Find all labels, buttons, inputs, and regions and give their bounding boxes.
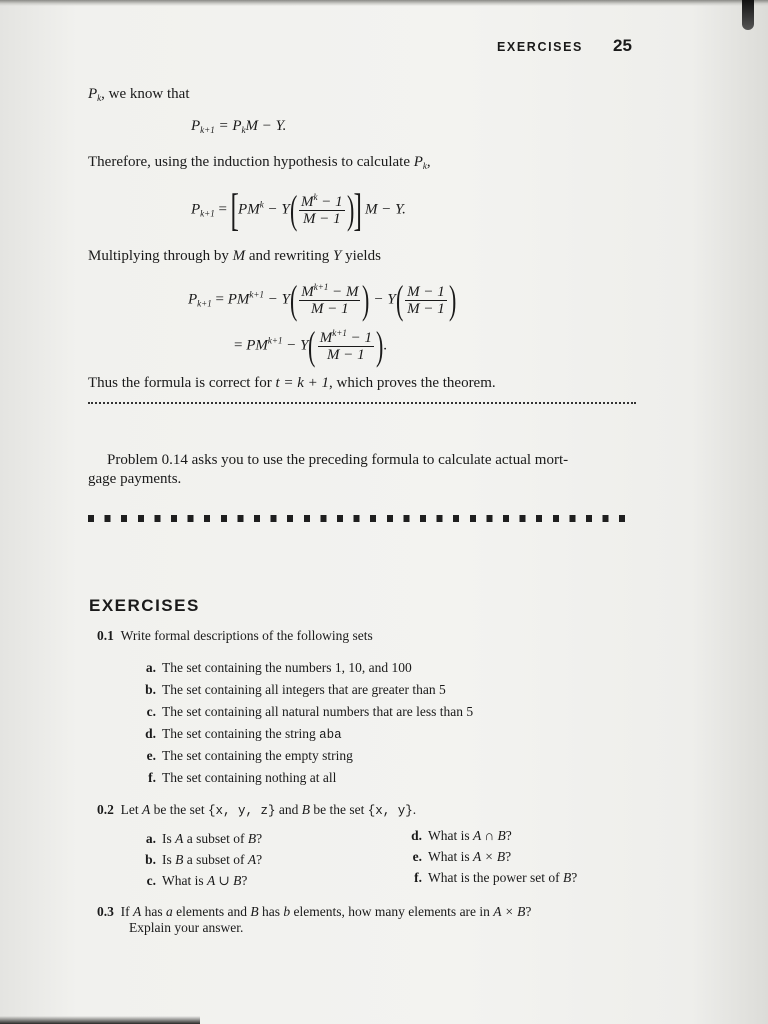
exercise-0-1-item: d. The set containing the string aba [145, 726, 342, 742]
equation-3: $P_{k+1} = PM^{k+1} - Y$( $\frac{M^{k+1} - M}{M - 1}$ ) − Y( $\frac{M - 1}{M - 1}$ ) [188, 277, 457, 322]
exercise-0-2-item: f. What is the power set of B? [414, 870, 578, 885]
equation-1: $P_{k+1} = P_kM - Y$. [191, 118, 287, 135]
proof-end-rule [88, 402, 636, 404]
note-line-2: gage payments. [88, 471, 182, 487]
page-bottom-shadow [0, 1016, 200, 1024]
exercise-0-1-item: e. The set containing the empty string [146, 748, 353, 763]
exercise-0-2-item: b. Is B a subset of A? [145, 852, 263, 867]
exercise-0-1-item: c. The set containing all natural numbers that are less than 5 [146, 704, 474, 719]
page-number: 25 [613, 36, 632, 55]
note-line-1: Problem 0.14 asks you to use the preceding formula to calculate actual mort- [107, 452, 569, 468]
note-end-rule [88, 515, 636, 522]
exercise-0-1-item: a. The set containing the numbers 1, 10, and 100 [145, 660, 412, 675]
proof-intro: $P_k$, we know that [88, 86, 190, 103]
exercise-0-3: 0.3 If A has a elements and B has b elements, how many elements are in A × B? [97, 904, 532, 919]
exercise-0-2-item: e. What is A × B? [412, 849, 512, 864]
page-top-edge [0, 0, 768, 6]
exercise-0-2: 0.2 Let A be the set {x, y, z} and B be the set {x, y}. [97, 802, 417, 818]
proof-paragraph-3: Multiplying through by M and rewriting Y yields [88, 248, 381, 264]
exercises-heading: EXERCISES [89, 596, 200, 615]
exercise-0-1-item: b. The set containing all integers that are greater than 5 [145, 682, 446, 697]
running-title: EXERCISES [497, 40, 583, 54]
equation-4: = $PM^{k+1} - Y$( $\frac{M^{k+1} - 1}{M - 1}$ ). [234, 323, 388, 368]
page-corner-shadow [742, 0, 754, 30]
proof-conclusion: Thus the formula is correct for t = k + 1, which proves the theorem. [88, 375, 496, 391]
equation-2: $P_{k+1} = [PM^k - Y$( $\frac{M^k - 1}{M - 1}$ )] M − Y. [191, 184, 406, 235]
exercise-0-3-line-2: Explain your answer. [129, 920, 244, 935]
exercise-0-2-item: a. Is A a subset of B? [145, 831, 263, 846]
proof-paragraph-2: Therefore, using the induction hypothesis to calculate $P_k$, [88, 154, 431, 171]
exercise-0-2-item: d. What is A ∩ B? [411, 828, 512, 843]
exercise-0-1: 0.1 Write formal descriptions of the following sets [97, 628, 373, 643]
exercise-0-2-item: c. What is A ∪ B? [146, 873, 248, 888]
exercise-0-1-item: f. The set containing nothing at all [148, 770, 337, 785]
